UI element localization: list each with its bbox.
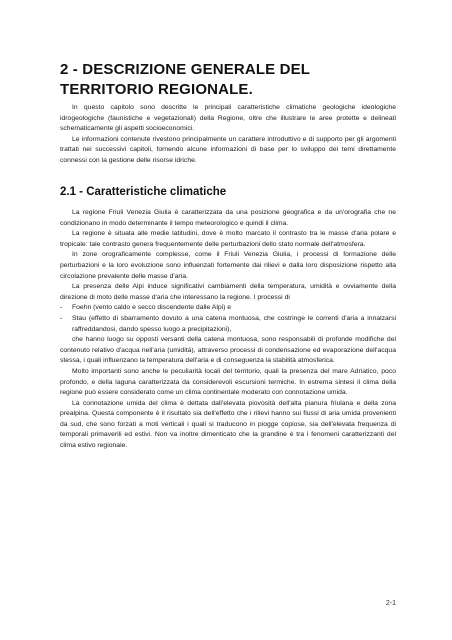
bullet-dash: - bbox=[60, 304, 63, 312]
body-paragraph: che hanno luogo su opposti versanti della catena montuosa, sono responsabili di profonde modifiche del contenuto relativo d'acqua nell'aria (umidità), attraverso processi di condensazione ed evaporazione dell'acqua stessa, i quali influenzano la temperatura dell'aria e di conseguenza la stabilità atmosferica. bbox=[60, 336, 396, 365]
body-paragraph: In zone orograficamente complesse, come il Friuli Venezia Giulia, i processi di formazione delle perturbazioni e la loro evoluzione sono influenzati fortemente dai rilievi e dalla loro disposizione rispetto alla circolazione prevalente delle masse d'aria. bbox=[60, 251, 396, 280]
body-paragraph: La regione Friuli Venezia Giulia è caratterizzata da una posizione geografica e da un'orografia che ne condizionano in modo determinante il tempo meteorologico e quindi il clima. bbox=[60, 209, 396, 227]
bullet-text: Foehn (vento caldo e secco discendente dalle Alpi) e bbox=[72, 304, 232, 312]
chapter-heading: 2 - DESCRIZIONE GENERALE DEL TERRITORIO REGIONALE. bbox=[60, 61, 310, 98]
bullet-item bbox=[60, 303, 396, 314]
bullet-text: Stau (effetto di sbarramento dovuto a una catena montuosa, che costringe le correnti d'aria a innalzarsi raffreddandosi, dando spesso luogo a precipitazioni), bbox=[72, 314, 396, 333]
body-paragraph: La presenza delle Alpi induce significativi cambiamenti della temperatura, umidità e ovviamente della direzione di moto delle masse d'aria che interessano la regione. I processi di bbox=[60, 283, 396, 301]
body-paragraph: La connotazione umida del clima è dettata dall'elevata piovosità dell'alta pianura friulana e della zona prealpina. Questa componente è il risultato sia dell'effetto che i rilievi hanno sui flussi di aria umida provenienti da sud, che sono forzati a moti verticali i quali si traducono in piogge copiose, sia dell'elevata frequenza di temporali primaverili ed estivi. Non va inoltre dimenticato che la grandine è tra i fenomeni caratterizzanti del clima estivo regionale. bbox=[60, 399, 396, 450]
intro-paragraph: In questo capitolo sono descritte le principali caratteristiche climatiche geologiche ideologiche idrogeologiche (faunistiche e vegetazionali) della Regione, oltre che illustrare le aree protette e delineati schematicamente gli aspetti socioeconomici. bbox=[60, 104, 396, 133]
bullet-item bbox=[60, 314, 396, 335]
intro-section bbox=[60, 103, 396, 167]
body-paragraph: Molto importanti sono anche le peculiarità locali del territorio, quali la presenza del mare Adriatico, poco profondo, e della laguna caratterizzata da considerevoli escursioni termiche. In estrema sintesi il clima della regione può essere considerato come un clima continentale moderato con connotazione umida. bbox=[60, 367, 396, 397]
intro-paragraph: Le informazioni contenute rivestono principalmente un carattere introduttivo e di supporto per gli argomenti trattati nei successivi capitoli, fornendo alcune informazioni di base per lo sviluppo dei temi direttamente connessi con la gestione delle risorse idriche. bbox=[60, 135, 396, 164]
bullet-dash: - bbox=[60, 314, 63, 322]
page-number: 2-1 bbox=[385, 600, 396, 607]
section-heading: 2.1 - Caratteristiche climatiche bbox=[60, 186, 227, 198]
section-body bbox=[60, 208, 396, 452]
body-paragraph: La regione è situata alle medie latitudini, dove è molto marcato il contrasto tra le masse d'aria polare e tropicale: tale contrasto genera frequentemente delle perturbazioni dello stato normale dell'atmosfera. bbox=[60, 230, 396, 248]
